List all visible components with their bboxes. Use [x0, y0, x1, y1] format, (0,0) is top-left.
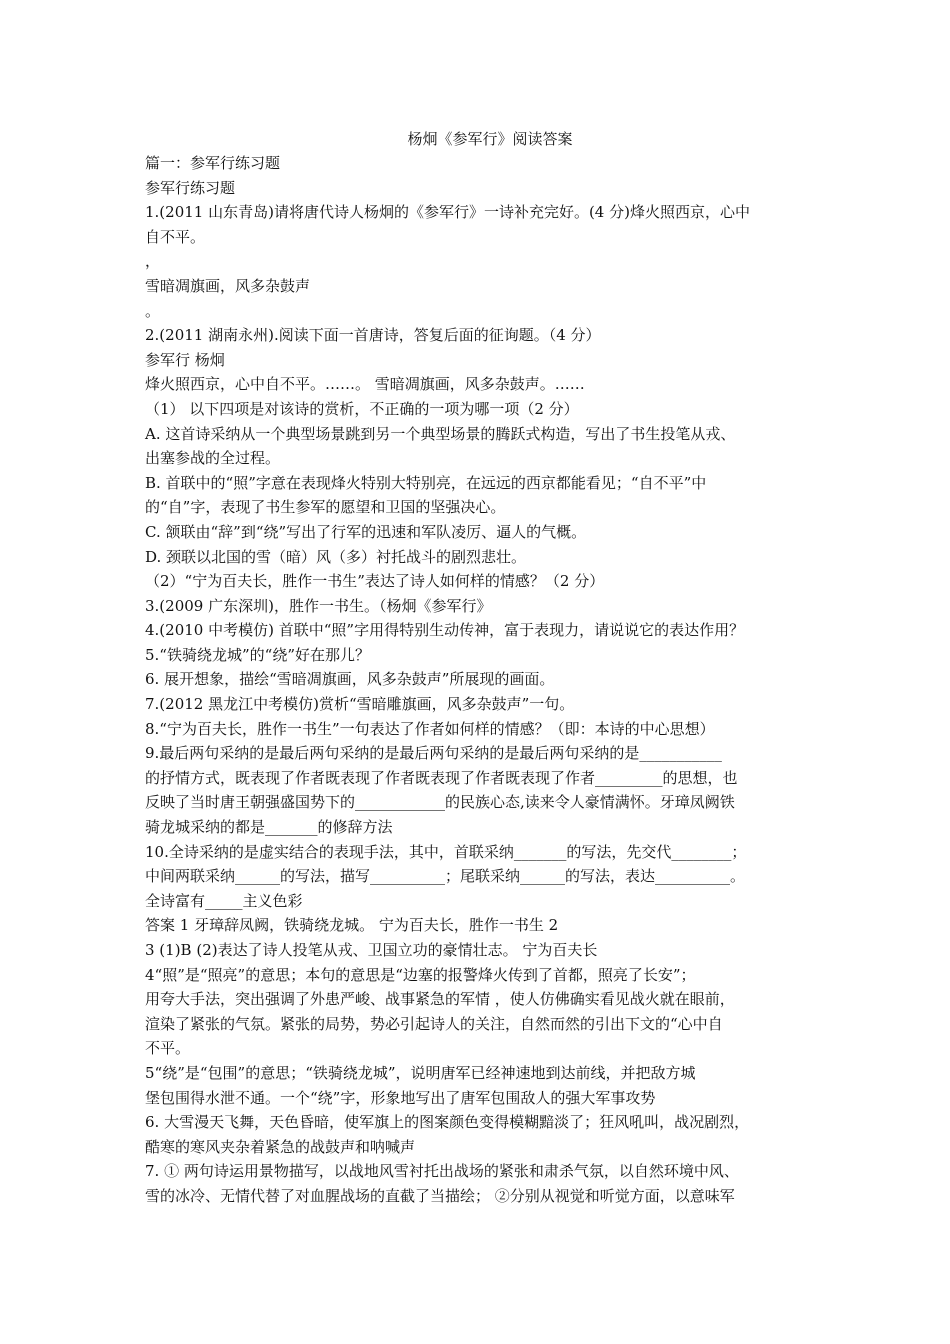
text-line: 不平。: [145, 1039, 191, 1058]
text-line: 中间两联采纳______的写法，描写__________；尾联采纳______的写法，表达__________。: [145, 867, 746, 886]
text-line: 反映了当时唐王朝强盛国势下的____________的民族心态,读来令人豪情满怀。牙璋凤阙铁: [145, 793, 735, 812]
text-line: 。: [145, 301, 161, 320]
text-line: 8.“宁为百夫长，胜作一书生”一句表达了作者如何样的情感？（即：本诗的中心思想）: [145, 719, 715, 738]
text-line: （2）“宁为百夫长，胜作一书生”表达了诗人如何样的情感？（2 分）: [145, 572, 605, 591]
text-line: 的“自”字，表现了书生参军的愿望和卫国的坚强决心。: [145, 498, 506, 517]
text-line: A. 这首诗采纳从一个典型场景跳到另一个典型场景的腾跃式构造，写出了书生投笔从戎、: [145, 424, 736, 443]
text-line: 3.(2009 广东深圳)，胜作一书生。（杨炯《参军行》: [145, 596, 492, 615]
text-line: 全诗富有_____主义色彩: [145, 891, 303, 910]
text-line: 3 (1)B (2)表达了诗人投笔从戎、卫国立功的豪情壮志。 宁为百夫长: [145, 941, 598, 959]
text-line: 酷寒的寒风夹杂着紧急的战鼓声和呐喊声: [145, 1137, 416, 1156]
text-line: 出塞参战的全过程。: [145, 449, 281, 468]
document-body: [145, 151, 815, 1209]
text-line: 2.(2011 湖南永州).阅读下面一首唐诗，答复后面的征询题。（4 分）: [145, 326, 601, 345]
text-line: 5“绕”是“包围”的意思；“铁骑绕龙城”，说明唐军已经神速地到达前线，并把敌方城: [145, 1063, 696, 1082]
text-line: 7.(2012 黑龙江中考模仿)赏析“雪暗雕旗画，风多杂鼓声”一句。: [145, 695, 575, 714]
text-line: 6. 大雪漫天飞舞，天色昏暗，使军旗上的图案颜色变得模糊黯淡了；狂风吼叫，战况剧烈，: [145, 1113, 750, 1132]
text-line: 参军行 杨炯: [145, 350, 225, 369]
text-line: 答案 1 牙璋辞凤阙，铁骑绕龙城。 宁为百夫长，胜作一书生 2: [145, 916, 559, 935]
text-line: B. 首联中的“照”字意在表现烽火特别大特别亮，在远远的西京都能看见；“自不平”中: [145, 473, 707, 492]
text-line: 9.最后两句采纳的是最后两句采纳的是最后两句采纳的是最后两句采纳的是___________: [145, 744, 722, 763]
document-page: [145, 127, 815, 1209]
text-line: 参军行练习题: [145, 178, 236, 197]
text-line: 雪暗凋旗画，风多杂鼓声: [145, 276, 311, 295]
text-line: 自不平。: [145, 227, 206, 246]
text-line: 4“照”是“照亮”的意思；本句的意思是“边塞的报警烽火传到了首都，照亮了长安”；: [145, 965, 696, 984]
text-line: 堡包围得水泄不通。一个“绕”字，形象地写出了唐军包围敌人的强大军事攻势: [145, 1088, 656, 1107]
text-line: 7. ① 两句诗运用景物描写，以战地风雪衬托出战场的紧张和肃杀气氛，以自然环境中风、: [145, 1162, 739, 1181]
text-line: 用夸大手法，突出强调了外患严峻、战事紧急的军情 ，使人仿佛确实看见战火就在眼前，: [145, 990, 735, 1009]
text-line: D. 颈联以北国的雪（暗）风（多）衬托战斗的剧烈悲壮。: [145, 547, 527, 566]
text-line: 4.(2010 中考模仿) 首联中“照”字用得特别生动传神，富于表现力，请说说它的表达作用？: [145, 621, 745, 640]
text-line: 的抒情方式，既表现了作者既表现了作者既表现了作者既表现了作者_________的思想，也: [145, 768, 738, 787]
text-line: 渲染了紧张的气氛。紧张的局势，势必引起诗人的关注，自然而然的引出下文的“心中自: [145, 1014, 723, 1033]
text-line: C. 颔联由“辞”到“绕”写出了行军的迅速和军队凌厉、逼人的气概。: [145, 522, 587, 541]
text-line: ，: [145, 252, 161, 271]
text-line: 烽火照西京，心中自不平。……。 雪暗凋旗画，风多杂鼓声。……: [145, 375, 585, 394]
text-line: 6. 展开想象，描绘“雪暗凋旗画，风多杂鼓声”所展现的画面。: [145, 670, 555, 689]
text-line: 骑龙城采纳的都是_______的修辞方法: [145, 818, 393, 837]
text-line: 雪的冰冷、无情代替了对血腥战场的直截了当描绘； ②分别从视觉和听觉方面，以意味军: [145, 1186, 735, 1205]
document-title: 杨炯《参军行》阅读答案: [407, 130, 573, 148]
text-line: （1） 以下四项是对该诗的赏析，不正确的一项为哪一项（2 分）: [145, 399, 579, 418]
text-line: 5.“铁骑绕龙城”的“绕”好在那儿？: [145, 645, 370, 664]
text-line: 篇一：参军行练习题: [145, 154, 281, 172]
text-line: 1.(2011 山东青岛)请将唐代诗人杨炯的《参军行》一诗补充完好。(4 分)烽火照西京，心中: [145, 203, 750, 222]
text-line: 10.全诗采纳的是虚实结合的表现手法，其中，首联采纳_______的写法，先交代________；: [145, 842, 747, 861]
